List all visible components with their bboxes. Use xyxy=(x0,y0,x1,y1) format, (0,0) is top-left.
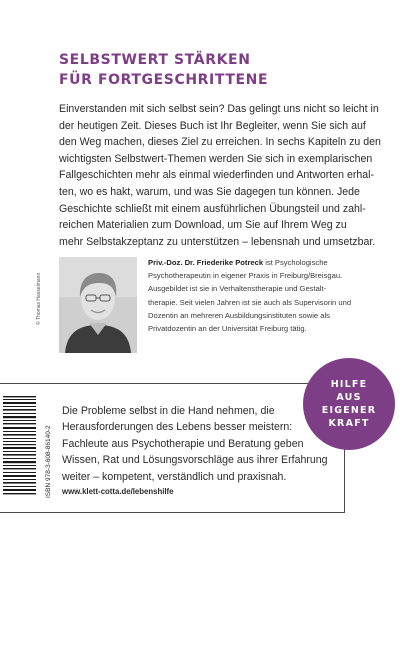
series-url-link[interactable]: www.klett-cotta.de/lebenshilfe xyxy=(62,487,174,496)
series-line: Fachleute aus Psychotherapie und Beratung geben xyxy=(62,437,304,450)
series-line: Wissen, Rat und Lösungsvorschläge aus ihrer Erfahrung xyxy=(62,454,328,467)
badge-line: AUS xyxy=(336,392,362,403)
title-line: FÜR FORTGESCHRITTENE xyxy=(59,72,269,88)
badge-line: HILFE xyxy=(330,379,368,390)
intro-line: ten, wo es hakt, warum, und was Sie dagegen tun können. Jede xyxy=(59,185,360,198)
bio-line: Privatdozentin an der Universität Freiburg tätig. xyxy=(148,324,307,334)
author-bio xyxy=(148,256,400,335)
bio-first-line xyxy=(148,256,400,269)
intro-line: der heutigen Zeit. Dieses Buch ist Ihr Begleiter, wenn Sie sich auf xyxy=(59,119,366,132)
bio-line: Psychotherapeutin in eigener Praxis in Freiburg/Breisgau. xyxy=(148,271,343,281)
badge-line: KRAFT xyxy=(328,418,370,429)
barcode xyxy=(3,394,36,498)
book-title xyxy=(59,50,389,90)
series-description xyxy=(62,403,342,485)
bio-line: Dozentin an mehreren Ausbildungsinstituten sowie als xyxy=(148,310,330,320)
series-line: Die Probleme selbst in die Hand nehmen, die xyxy=(62,405,275,417)
intro-line: Geschichte schließt mit einem ausführlichen Übungsteil und zahl- xyxy=(59,202,366,215)
intro-line: Fallgeschichten mehr als einmal wiederfinden und Antworten erhal- xyxy=(59,169,375,182)
author-photo xyxy=(59,257,137,353)
author-name: Priv.-Doz. Dr. Friederike Potreck xyxy=(148,258,264,267)
intro-line: Einverstanden mit sich selbst sein? Das gelingt uns nicht so leicht in xyxy=(59,103,379,115)
bio-line: therapie. Seit vielen Jahren ist sie auch als Supervisorin und xyxy=(148,297,352,307)
photo-credit: © Thomas Hasselmann xyxy=(36,272,42,325)
badge-line: EIGENER xyxy=(321,405,377,416)
series-line: weiter – kompetent, verständlich und praxisnah. xyxy=(62,470,287,483)
intro-line: mehr Selbstakzeptanz zu unterstützen – lebensnah und umsetzbar. xyxy=(59,235,376,248)
intro-line: den Weg machen, dieses Ziel zu erreichen. In sechs Kapiteln zu den xyxy=(59,136,381,149)
bio-first-text: ist Psychologische xyxy=(263,258,328,267)
intro-line: reichen Materialien zum Download, um Sie auf Ihrem Weg zu xyxy=(59,219,347,232)
bio-line: Ausgebildet ist sie in Verhaltenstherapie und Gestalt- xyxy=(148,284,327,294)
title-line: SELBSTWERT STÄRKEN xyxy=(59,52,251,68)
series-line: Herausforderungen des Lebens besser meistern: xyxy=(62,421,293,434)
intro-text xyxy=(59,101,397,250)
series-badge xyxy=(303,358,395,450)
intro-line: wichtigsten Selbstwert-Themen werden Sie sich in exemplarischen xyxy=(59,152,373,165)
isbn-number: ISBN 978-3-608-86140-2 xyxy=(45,425,52,498)
